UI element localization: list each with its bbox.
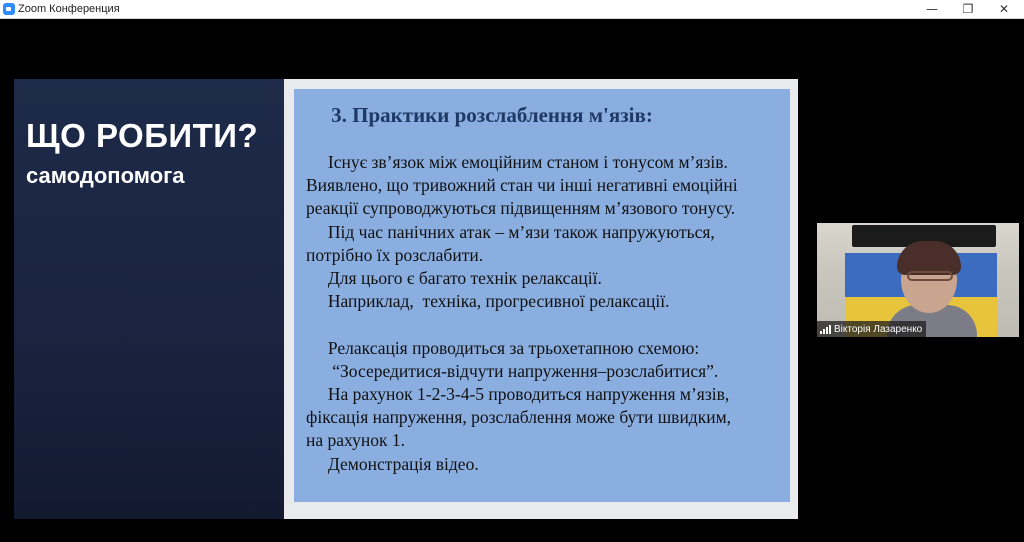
minimize-button[interactable]: — [926, 2, 938, 16]
slide-right-panel [284, 79, 798, 519]
title-bar [0, 0, 1024, 19]
slide-line: Під час панічних атак – м’язи також напружуються, [306, 221, 715, 242]
slide-line: Виявлено, що тривожний стан чи інші негативні емоційні [306, 175, 738, 196]
slide-subheading: самодопомога [26, 163, 185, 188]
slide-line: “Зосередитися-відчути напруження–розслабитися”. [306, 360, 719, 381]
restore-button[interactable]: ❐ [962, 2, 974, 16]
zoom-app-icon [3, 3, 15, 15]
slide-line: Існує зв’язок між емоційним станом і тонусом м’язів. [306, 152, 728, 172]
slide-line [306, 313, 738, 336]
slide-line: Для цього є багато технік релаксації. [306, 268, 602, 289]
participant-video-tile[interactable] [817, 223, 1019, 337]
slide-line: фіксація напруження, розслаблення може бути швидким, [306, 407, 732, 428]
participant-name: Вікторія Лазаренко [834, 323, 923, 335]
window-title: Zoom Конференция [18, 3, 120, 15]
signal-strength-icon [820, 325, 831, 334]
slide-line: реакції супроводжуються підвищенням м’язового тонусу. [306, 198, 736, 219]
slide-line: Демонстрація відео. [306, 453, 479, 474]
participant-name-tag [817, 321, 926, 337]
shared-screen-slide [14, 79, 798, 519]
close-button[interactable]: ✕ [998, 2, 1010, 16]
slide-body-text [306, 151, 738, 476]
slide-left-panel [14, 79, 284, 519]
slide-line: Наприклад, техніка, прогресивної релаксації. [306, 291, 670, 312]
slide-panel-title: 3. Практики розслаблення м'язів: [331, 103, 653, 127]
slide-line: На рахунок 1-2-3-4-5 проводиться напруження м’язів, [306, 384, 730, 405]
slide-heading: ЩО РОБИТИ? [26, 117, 259, 154]
slide-line: на рахунок 1. [306, 430, 405, 451]
slide-line: Релаксація проводиться за трьохетапною схемою: [306, 337, 700, 358]
slide-content-panel [294, 89, 790, 502]
slide-line: потрібно їх розслабити. [306, 244, 484, 265]
